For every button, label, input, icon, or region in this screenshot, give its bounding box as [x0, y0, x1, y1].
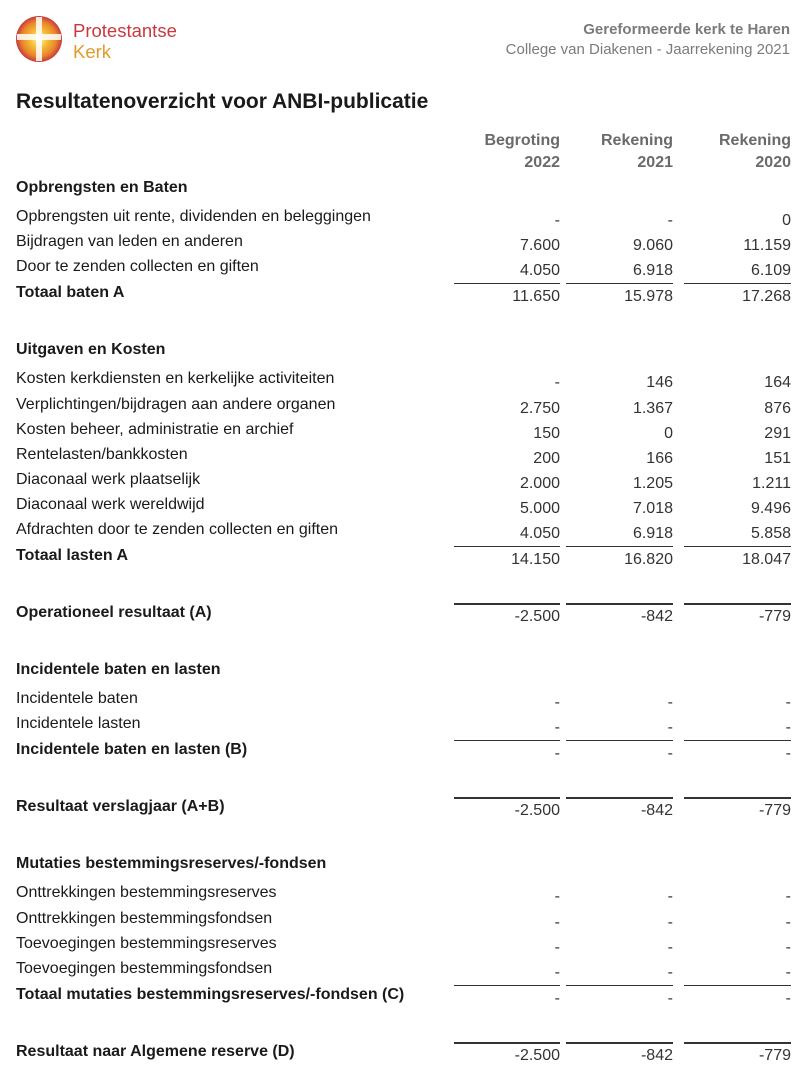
protestantse-kerk-logo	[14, 14, 194, 64]
value-cell: -	[667, 694, 673, 711]
table-row	[0, 986, 806, 1010]
value-cell: -	[554, 212, 560, 229]
value-cell: -	[785, 939, 791, 956]
value-cell: -	[785, 719, 791, 736]
value-cell: 0	[782, 212, 791, 229]
value-cell: 2.000	[519, 475, 560, 492]
table-row	[0, 884, 806, 908]
subtotal-rule	[454, 283, 560, 284]
value-cell: 5.858	[750, 525, 791, 542]
table-row	[0, 233, 806, 257]
document-subtitle: College van Diakenen - Jaarrekening 2021	[505, 41, 790, 58]
row-label: Uitgaven en Kosten	[16, 341, 166, 358]
table-row	[0, 284, 806, 308]
row-label: Bijdragen van leden en anderen	[16, 233, 243, 250]
table-row	[0, 910, 806, 934]
column-header-begroting-2022	[450, 130, 560, 174]
value-cell: -	[785, 964, 791, 981]
subtotal-rule	[566, 546, 673, 547]
value-cell: 2.750	[519, 400, 560, 417]
logo-text-kerk: Kerk	[73, 41, 112, 62]
value-cell: 0	[664, 425, 673, 442]
result-rule	[566, 603, 673, 605]
table-row	[0, 715, 806, 739]
subtotal-rule	[566, 740, 673, 741]
value-cell: -	[667, 212, 673, 229]
row-label: Totaal mutaties bestemmingsreserves/-fondsen (C)	[16, 986, 405, 1003]
page-title: Resultatenoverzicht voor ANBI-publicatie	[16, 90, 429, 113]
value-cell: -	[554, 694, 560, 711]
value-cell: 146	[646, 374, 673, 391]
subtotal-rule	[454, 985, 560, 986]
result-rule	[566, 797, 673, 799]
table-row	[0, 370, 806, 394]
value-cell: 6.918	[632, 525, 673, 542]
value-cell: -	[667, 719, 673, 736]
document-header	[506, 20, 790, 60]
value-cell: 11.650	[512, 288, 560, 305]
table-row	[0, 179, 806, 203]
row-label: Afdrachten door te zenden collecten en giften	[16, 521, 338, 538]
subtotal-rule	[454, 740, 560, 741]
table-row	[0, 690, 806, 714]
table-row	[0, 208, 806, 232]
result-rule	[454, 797, 560, 799]
value-cell: -	[785, 990, 791, 1007]
row-label: Incidentele lasten	[16, 715, 141, 732]
row-label: Verplichtingen/bijdragen aan andere organen	[16, 396, 336, 413]
row-label: Onttrekkingen bestemmingsfondsen	[16, 910, 273, 927]
subtotal-rule	[684, 283, 791, 284]
value-cell: -779	[758, 802, 791, 819]
row-label: Incidentele baten en lasten (B)	[16, 741, 248, 758]
table-row	[0, 471, 806, 495]
value-cell: 291	[764, 425, 791, 442]
row-label: Onttrekkingen bestemmingsreserves	[16, 884, 277, 901]
result-rule	[454, 1042, 560, 1044]
subtotal-rule	[454, 546, 560, 547]
value-cell: -	[554, 719, 560, 736]
row-label: Rentelasten/bankkosten	[16, 446, 188, 463]
value-cell: -842	[640, 1047, 673, 1064]
table-row	[0, 798, 806, 822]
value-cell: -	[667, 990, 673, 1007]
value-cell: -	[554, 964, 560, 981]
value-cell: 15.978	[624, 288, 673, 305]
table-row	[0, 1043, 806, 1067]
value-cell: 6.918	[632, 262, 673, 279]
value-cell: 7.600	[519, 237, 560, 254]
value-cell: -2.500	[514, 802, 560, 819]
value-cell: -	[554, 374, 560, 391]
value-cell: -	[554, 939, 560, 956]
table-row	[0, 960, 806, 984]
value-cell: -779	[758, 608, 791, 625]
value-cell: -	[785, 914, 791, 931]
value-cell: -2.500	[514, 1047, 560, 1064]
value-cell: 7.018	[632, 500, 673, 517]
row-label: Door te zenden collecten en giften	[16, 258, 259, 275]
value-cell: -	[554, 914, 560, 931]
table-row	[0, 396, 806, 420]
value-cell: 14.150	[511, 551, 560, 568]
value-cell: -	[554, 888, 560, 905]
value-cell: -	[667, 745, 673, 762]
result-rule	[454, 603, 560, 605]
value-cell: 150	[533, 425, 560, 442]
result-rule	[684, 797, 791, 799]
table-row	[0, 521, 806, 545]
subtotal-rule	[684, 985, 791, 986]
value-cell: 4.050	[519, 525, 560, 542]
column-header-line1: Begroting	[484, 132, 560, 149]
row-label: Opbrengsten uit rente, dividenden en beleggingen	[16, 208, 371, 225]
result-rule	[566, 1042, 673, 1044]
table-row	[0, 421, 806, 445]
value-cell: 1.367	[632, 400, 673, 417]
subtotal-rule	[684, 740, 791, 741]
row-label: Diaconaal werk plaatselijk	[16, 471, 201, 488]
value-cell: -842	[640, 608, 673, 625]
value-cell: 17.268	[742, 288, 791, 305]
row-label: Incidentele baten	[16, 690, 138, 707]
value-cell: 164	[764, 374, 791, 391]
value-cell: 6.109	[750, 262, 791, 279]
value-cell: -	[667, 964, 673, 981]
row-label: Kosten beheer, administratie en archief	[16, 421, 294, 438]
value-cell: 1.205	[632, 475, 673, 492]
table-row	[0, 604, 806, 628]
row-label: Incidentele baten en lasten	[16, 661, 221, 678]
value-cell: 200	[533, 450, 560, 467]
subtotal-rule	[566, 985, 673, 986]
row-label: Totaal baten A	[16, 284, 125, 301]
cross-sun-icon	[14, 14, 64, 64]
table-row	[0, 935, 806, 959]
table-row	[0, 661, 806, 685]
row-label: Resultaat naar Algemene reserve (D)	[16, 1043, 295, 1060]
logo-text-protestantse: Protestantse	[73, 20, 177, 41]
value-cell: -	[554, 990, 560, 1007]
subtotal-rule	[684, 546, 791, 547]
value-cell: 166	[646, 450, 673, 467]
row-label: Resultaat verslagjaar (A+B)	[16, 798, 225, 815]
table-row	[0, 341, 806, 365]
value-cell: -779	[758, 1047, 791, 1064]
value-cell: 151	[764, 450, 791, 467]
row-label: Mutaties bestemmingsreserves/-fondsen	[16, 855, 327, 872]
column-header-line2: 2021	[637, 154, 673, 171]
value-cell: -	[785, 888, 791, 905]
row-label: Opbrengsten en Baten	[16, 179, 188, 196]
organization-name: Gereformeerde kerk te Haren	[583, 21, 790, 38]
value-cell: -	[667, 888, 673, 905]
value-cell: -	[785, 745, 791, 762]
value-cell: -	[667, 939, 673, 956]
column-header-line1: Rekening	[718, 132, 791, 149]
row-label: Toevoegingen bestemmingsreserves	[16, 935, 277, 952]
table-row	[0, 547, 806, 571]
value-cell: 9.060	[632, 237, 673, 254]
value-cell: -	[667, 914, 673, 931]
table-row	[0, 258, 806, 282]
column-header-rekening-2020	[681, 130, 791, 174]
value-cell: 11.159	[743, 237, 791, 254]
result-rule	[684, 1042, 791, 1044]
value-cell: -	[785, 694, 791, 711]
column-header-line2: 2020	[755, 154, 791, 171]
column-header-rekening-2021	[563, 130, 673, 174]
column-header-line1: Rekening	[600, 132, 673, 149]
value-cell: 876	[764, 400, 791, 417]
value-cell: 9.496	[750, 500, 791, 517]
value-cell: -842	[640, 802, 673, 819]
value-cell: 4.050	[519, 262, 560, 279]
table-row	[0, 496, 806, 520]
value-cell: 5.000	[519, 500, 560, 517]
table-row	[0, 855, 806, 879]
column-header-line2: 2022	[524, 154, 560, 171]
value-cell: 16.820	[624, 551, 673, 568]
value-cell: 18.047	[742, 551, 791, 568]
row-label: Kosten kerkdiensten en kerkelijke activiteiten	[16, 370, 335, 387]
row-label: Totaal lasten A	[16, 547, 129, 564]
value-cell: -2.500	[514, 608, 560, 625]
row-label: Toevoegingen bestemmingsfondsen	[16, 960, 273, 977]
value-cell: -	[554, 745, 560, 762]
row-label: Diaconaal werk wereldwijd	[16, 496, 205, 513]
row-label: Operationeel resultaat (A)	[16, 604, 212, 621]
result-rule	[684, 603, 791, 605]
value-cell: 1.211	[752, 475, 791, 492]
subtotal-rule	[566, 283, 673, 284]
table-row	[0, 741, 806, 765]
table-row	[0, 446, 806, 470]
